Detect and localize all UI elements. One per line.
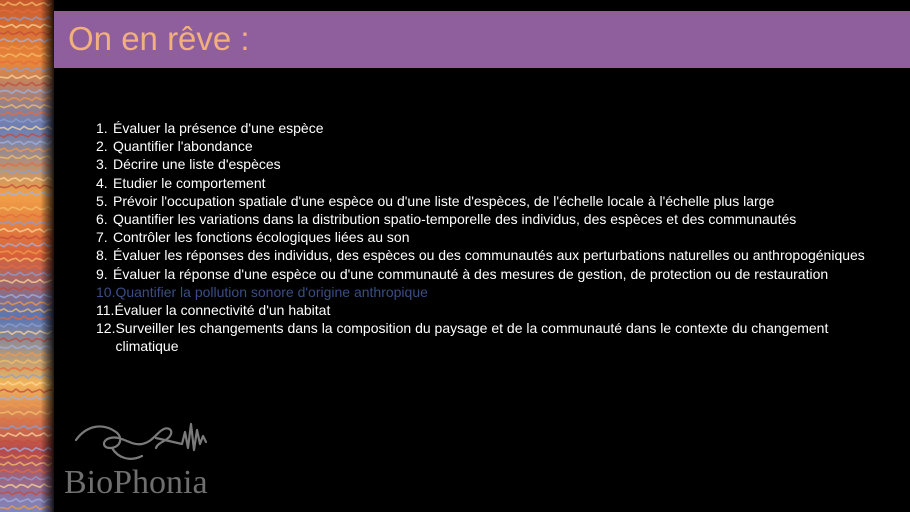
item-number: 2. [96, 138, 108, 155]
item-number: 11. [96, 302, 115, 319]
item-number: 9. [96, 265, 108, 282]
bird-sound-wave-icon [72, 418, 222, 468]
item-text: Évaluer les réponses des individus, des espèces ou des communautés aux perturbations naturelles ou anthropogéniques [113, 247, 865, 264]
item-number: 6. [96, 211, 108, 228]
item-number: 10. [96, 283, 116, 300]
list-item [96, 192, 886, 210]
item-text: Contrôler les fonctions écologiques liées au son [113, 229, 410, 246]
logo-text: BioPhonia [64, 464, 208, 501]
item-number: 3. [96, 156, 108, 173]
item-text: Prévoir l'occupation spatiale d'une espèce ou d'une liste d'espèces, de l'échelle locale à l'échelle plus large [113, 192, 775, 209]
item-number: 4. [96, 174, 108, 191]
item-text: Évaluer la présence d'une espèce [113, 120, 324, 136]
list-item [96, 119, 886, 137]
item-text: Décrire une liste d'espèces [113, 156, 281, 173]
item-number: 7. [96, 229, 108, 246]
item-number: 8. [96, 247, 108, 264]
item-number: 5. [96, 192, 108, 209]
item-text: Quantifier la pollution sonore d'origine anthropique [115, 283, 428, 300]
item-text: Évaluer la connectivité d'un habitat [114, 302, 331, 319]
item-text: Évaluer la réponse d'une espèce ou d'une communauté à des mesures de gestion, de protection ou de restauration [113, 265, 829, 282]
list-item [96, 174, 886, 192]
item-text: Etudier le comportement [113, 174, 266, 191]
list-item [96, 228, 886, 246]
item-number: 12. [96, 320, 116, 337]
biophonia-logo [64, 418, 234, 502]
title-bar [54, 11, 910, 68]
list-item [96, 265, 886, 283]
item-text: Quantifier les variations dans la distribution spatio-temporelle des individus, des espèces et des communautés [113, 211, 797, 228]
item-text: Quantifier l'abondance [113, 138, 253, 155]
objectives-list [96, 119, 886, 356]
list-item [96, 246, 886, 264]
item-text: Surveiller les changements dans la composition du paysage et de la communauté dans le contexte du changement climatique [115, 320, 829, 355]
list-item [96, 210, 886, 228]
list-item [96, 319, 886, 355]
slide-title: On en rêve : [68, 20, 250, 57]
item-number: 1. [96, 120, 108, 136]
list-item [96, 137, 886, 155]
list-item [96, 155, 886, 173]
spectrogram-strip [0, 0, 54, 512]
list-item [96, 301, 886, 319]
list-item-highlighted [96, 283, 886, 301]
